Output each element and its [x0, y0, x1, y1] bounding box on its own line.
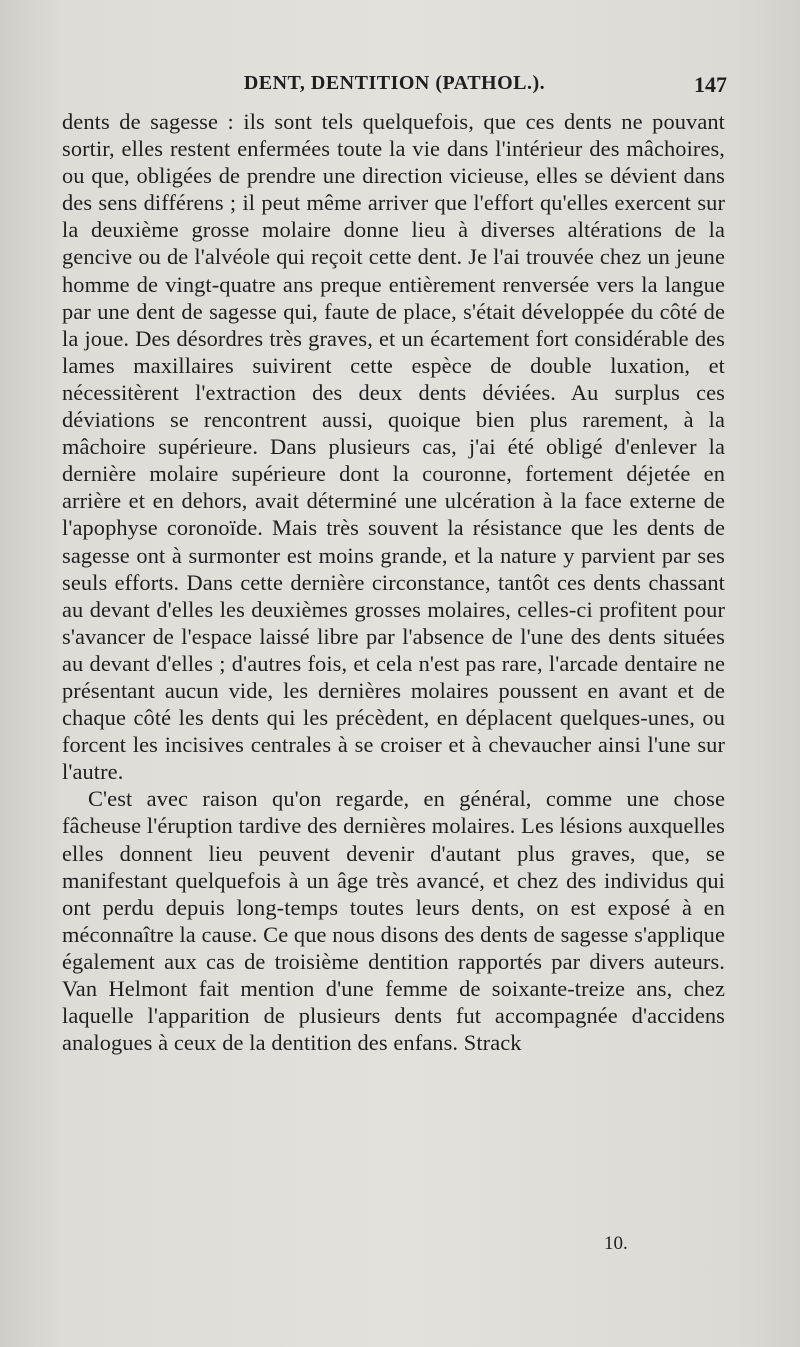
signature-mark: 10.: [604, 1233, 628, 1254]
body-text: [62, 108, 725, 1056]
paragraph: C'est avec raison qu'on regarde, en général, comme une chose fâcheuse l'éruption tardive des dernières molaires. Les lésions auxquelles elles donnent lieu peuvent devenir d'autant plus graves, que, se manifestant quelquefois à un âge très avancé, et chez des individus qui ont perdu depuis long-temps toutes leurs dents, on est exposé à en méconnaître la cause. Ce que nous disons des dents de sagesse s'applique également aux cas de troisième dentition rapportés par divers auteurs. Van Helmont fait mention d'une femme de soixante-treize ans, chez laquelle l'apparition de plusieurs dents fut accompagnée d'accidens analogues à ceux de la dentition des enfans. Strack: [62, 786, 725, 1056]
running-head: [62, 72, 727, 102]
page-number: 147: [694, 72, 727, 97]
paragraph: dents de sagesse : ils sont tels quelquefois, que ces dents ne pouvant sortir, elles restent enfermées toute la vie dans l'intérieur des mâchoires, ou que, obligées de prendre une direction vicieuse, elles se dévient dans des sens différens ; il peut même arriver que l'effort qu'elles exercent sur la deuxième grosse molaire donne lieu à diverses altérations de la gencive ou de l'alvéole qui reçoit cette dent. Je l'ai trouvée chez un jeune homme de vingt-quatre ans preque entièrement renversée vers la langue par une dent de sagesse qui, faute de place, s'était développée du côté de la joue. Des désordres très graves, et un écartement fort considérable des lames maxillaires suivirent cette espèce de double luxation, et nécessitèrent l'extraction des deux dents déviées. Au surplus ces déviations se rencontrent aussi, quoique bien plus rarement, à la mâchoire supérieure. Dans plusieurs cas, j'ai été obligé d'enlever la dernière molaire supérieure dont la couronne, fortement déjetée en arrière et en dehors, avait déterminé une ulcération à la face externe de l'apophyse coronoïde. Mais très souvent la résistance que les dents de sagesse ont à surmonter est moins grande, et la nature y parvient par ses seuls efforts. Dans cette dernière circonstance, tantôt ces dents chassant au devant d'elles les deuxièmes grosses molaires, celles-ci profitent pour s'avancer de l'espace laissé libre par l'absence de l'une des dents situées au devant d'elles ; d'autres fois, et cela n'est pas rare, l'arcade dentaire ne présentant aucun vide, les dernières molaires poussent en avant et de chaque côté les dents qui les précèdent, en déplacent quelques-unes, ou forcent les incisives centrales à se croiser et à chevaucher ainsi l'une sur l'autre.: [62, 109, 725, 785]
running-title: DENT, DENTITION (PATHOL.).: [243, 72, 546, 94]
